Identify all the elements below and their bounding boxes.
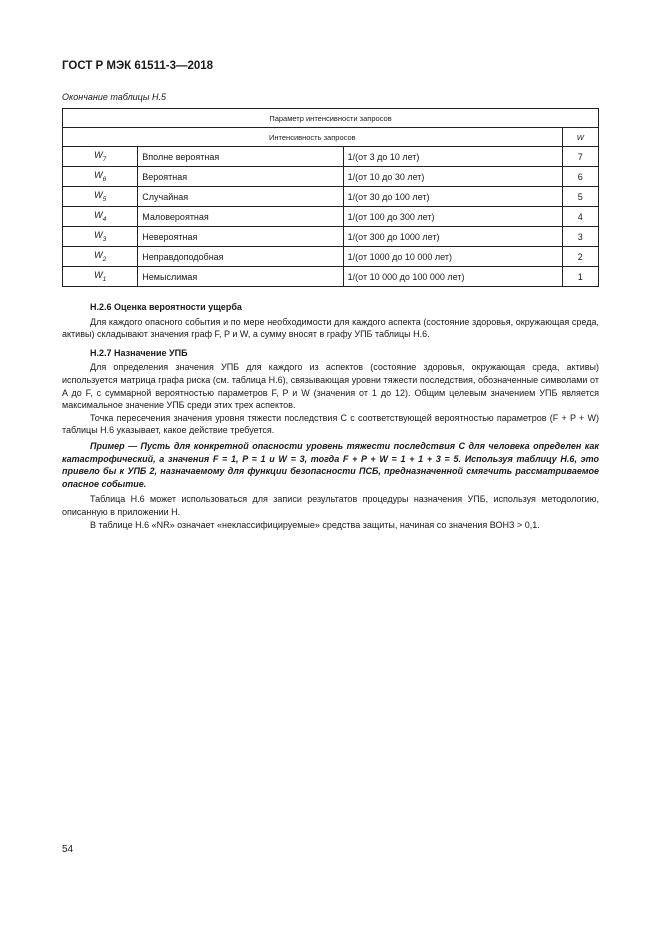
likelihood-label-cell: Маловероятная xyxy=(138,207,343,227)
table-title: Параметр интенсивности запросов xyxy=(63,109,599,128)
w-symbol: W xyxy=(94,230,103,241)
table-row xyxy=(63,187,599,207)
w-symbol-cell xyxy=(63,227,138,247)
likelihood-label-cell: Невероятная xyxy=(138,227,343,247)
w-symbol: W xyxy=(94,190,103,201)
w-symbol-cell xyxy=(63,147,138,167)
table-sub-header: Интенсивность запросов xyxy=(63,128,563,147)
document-header: ГОСТ Р МЭК 61511-3—2018 xyxy=(62,60,214,72)
interval-cell: 1/(от 30 до 100 лет) xyxy=(343,187,562,207)
table-row xyxy=(63,247,599,267)
w-subscript: 7 xyxy=(102,155,107,163)
likelihood-label-cell: Случайная xyxy=(138,187,343,207)
page-number: 54 xyxy=(62,844,74,855)
interval-cell: 1/(от 100 до 300 лет) xyxy=(343,207,562,227)
paragraph: Таблица Н.6 может использоваться для записи результатов процедуры назначения УПБ, используя методологию, описанную в приложении Н. xyxy=(62,494,599,517)
section-heading-2-7: Н.2.7 Назначение УПБ xyxy=(90,347,188,358)
w-value-cell: 3 xyxy=(562,227,598,247)
w-subscript: 2 xyxy=(102,255,107,263)
w-symbol: W xyxy=(94,210,103,221)
table-row xyxy=(63,147,599,167)
document-body xyxy=(62,299,599,531)
w-subscript: 5 xyxy=(102,195,107,203)
interval-cell: 1/(от 10 до 30 лет) xyxy=(343,167,562,187)
demand-rate-table xyxy=(62,108,599,287)
table-caption: Окончание таблицы Н.5 xyxy=(62,92,166,102)
likelihood-label-cell: Вполне вероятная xyxy=(138,147,343,167)
w-symbol-cell xyxy=(63,187,138,207)
w-value-cell: 4 xyxy=(562,207,598,227)
table-row xyxy=(63,227,599,247)
interval-cell: 1/(от 10 000 до 100 000 лет) xyxy=(343,267,562,287)
likelihood-label-cell: Немыслимая xyxy=(138,267,343,287)
table-row xyxy=(63,207,599,227)
w-symbol-cell xyxy=(63,207,138,227)
interval-cell: 1/(от 300 до 1000 лет) xyxy=(343,227,562,247)
paragraph: В таблице Н.6 «NR» означает «неклассифицируемые» средства защиты, начиная со значения ВОНЗ > 0,1. xyxy=(90,519,540,530)
table-row xyxy=(63,167,599,187)
paragraph: Для каждого опасного события и по мере необходимости для каждого аспекта (состояние здоровья, окружающая среда, активы) складывают значения граф F, P и W, а сумму вносят в графу УПБ таблицы Н.6. xyxy=(62,316,599,340)
example-paragraph: Пример — Пусть для конкретной опасности уровень тяжести последствия C для человека определен как катастрофический, а значения F = 1, P = 1 и W = 3, тогда F + P + W = 1 + 1 + 3 = 5. Используя таблицу Н.6, это привело бы к УПБ 2, назначаемому для функции безопасности ПСБ, предназначенной смягчить рассматриваемое опасное событие. xyxy=(62,440,599,489)
table-row xyxy=(63,267,599,287)
w-symbol-cell xyxy=(63,247,138,267)
interval-cell: 1/(от 1000 до 10 000 лет) xyxy=(343,247,562,267)
w-subscript: 1 xyxy=(102,275,107,283)
paragraph: Для определения значения УПБ для каждого из аспектов (состояние здоровья, окружающая среда, активы) используется матрица графа риска (см. таблица Н.6), связывающая уровни тяжести последствия, обозначенные символами от A до F, с суммарной вероятностью параметров F, P и W (значения от 1 до 12). Общим целевым значением УПБ является максимальное значение УПБ среди этих трех аспектов. xyxy=(62,362,599,411)
w-value-cell: 5 xyxy=(562,187,598,207)
w-symbol: W xyxy=(94,250,103,261)
paragraph: Точка пересечения значения уровня тяжести последствия C с соответствующей вероятностью параметров (F + P + W) таблицы Н.6 указывает, какое действие требуется. xyxy=(62,412,599,436)
w-subscript: 6 xyxy=(102,175,107,183)
table-w-header: W xyxy=(562,128,598,147)
w-symbol: W xyxy=(94,150,103,161)
section-heading-2-6: Н.2.6 Оценка вероятности ущерба xyxy=(90,302,242,312)
interval-cell: 1/(от 3 до 10 лет) xyxy=(343,147,562,167)
w-value-cell: 6 xyxy=(562,167,598,187)
w-value-cell: 7 xyxy=(562,147,598,167)
w-symbol: W xyxy=(94,270,103,281)
w-value-cell: 1 xyxy=(562,267,598,287)
w-symbol: W xyxy=(94,170,103,181)
w-subscript: 3 xyxy=(102,235,107,243)
w-subscript: 4 xyxy=(102,215,107,223)
w-value-cell: 2 xyxy=(562,247,598,267)
w-symbol-cell xyxy=(63,167,138,187)
w-symbol-cell xyxy=(63,267,138,287)
likelihood-label-cell: Неправдоподобная xyxy=(138,247,343,267)
likelihood-label-cell: Вероятная xyxy=(138,167,343,187)
